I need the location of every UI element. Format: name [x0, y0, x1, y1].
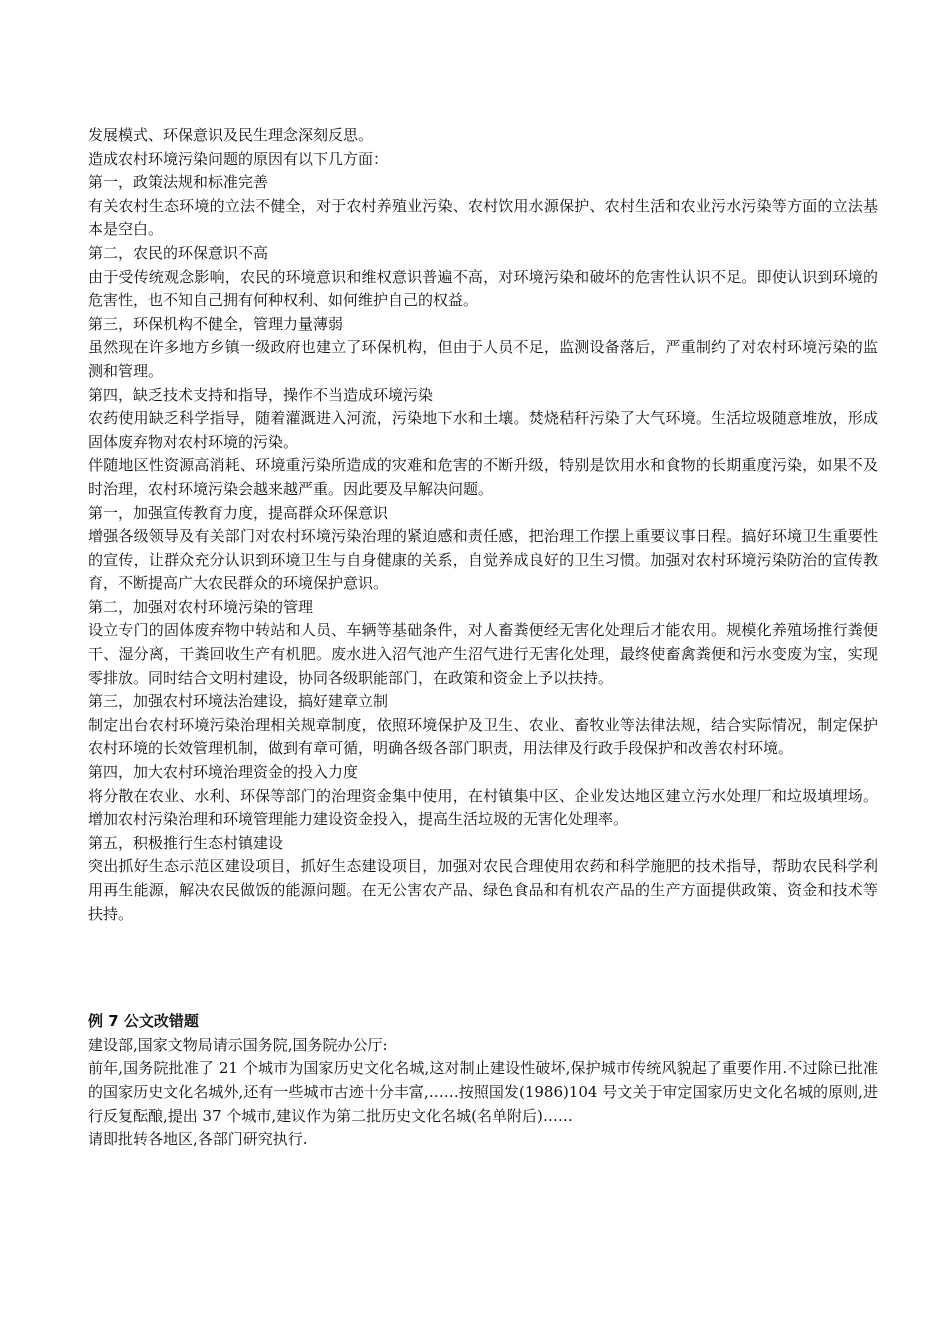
- paragraph: 由于受传统观念影响，农民的环境意识和维权意识普遍不高，对环境污染和破坏的危害性认识不足。即使认识到环境的危害性，也不知自己拥有何种权利、如何维护自己的权益。: [88, 267, 878, 310]
- spacer: [88, 926, 878, 1010]
- paragraph: 制定出台农村环境污染治理相关规章制度，依照环境保护及卫生、农业、畜牧业等法律法规，结合实际情况，制定保护农村环境的长效管理机制，做到有章可循，明确各级各部门职责，用法律及行政手段保护和改善农村环境。: [88, 715, 878, 758]
- section-heading: 第四，加大农村环境治理资金的投入力度: [88, 763, 359, 782]
- paragraph: 农药使用缺乏科学指导，随着灌溉进入河流，污染地下水和土壤。焚烧秸秆污染了大气环境。生活垃圾随意堆放，形成固体废弃物对农村环境的污染。: [88, 409, 878, 451]
- example-title: 例 7 公文改错题: [88, 1012, 199, 1031]
- section-heading: 第四，缺乏技术支持和指导，操作不当造成环境污染: [88, 385, 434, 404]
- paragraph: 有关农村生态环境的立法不健全，对于农村养殖业污染、农村饮用水源保护、农村生活和农业污水污染等方面的立法基本是空白。: [88, 196, 878, 239]
- paragraph: 设立专门的固体废弃物中转站和人员、车辆等基础条件，对人畜粪便经无害化处理后才能农用。规模化养殖场推行粪便干、湿分离，干粪回收生产有机肥。废水进入沼气池产生沼气进行无害化处理，最终使畜禽粪便和污水变废为宝，实现零排放。同时结合文明村建设，协同各级职能部门，在政策和资金上予以扶持。: [88, 621, 878, 687]
- section-heading: 第一，加强宣传教育力度，提高群众环保意识: [88, 503, 389, 522]
- example-line: 建设部,国家文物局请示国务院,国务院办公厅:: [88, 1035, 388, 1054]
- section-heading: 第二，加强对农村环境污染的管理: [88, 597, 314, 616]
- paragraph: 发展模式、环保意识及民生理念深刻反思。: [88, 126, 374, 144]
- paragraph: 增强各级领导及有关部门对农村环境污染治理的紧迫感和责任感，把治理工作摆上重要议事日程。搞好环境卫生重要性的宣传，让群众充分认识到环境卫生与自身健康的关系，自觉养成良好的卫生习惯。加强对农村环境污染防治的宣传教育，不断提高广大农民群众的环境保护意识。: [88, 527, 878, 593]
- paragraph: 造成农村环境污染问题的原因有以下几方面：: [88, 149, 389, 168]
- paragraph: 虽然现在许多地方乡镇一级政府也建立了环保机构，但由于人员不足，监测设备落后，严重制约了对农村环境污染的监测和管理。: [88, 338, 878, 380]
- section-heading: 第三，加强农村环境法治建设，搞好建章立制: [88, 692, 389, 711]
- section-heading: 第三，环保机构不健全，管理力量薄弱: [88, 314, 344, 333]
- section-heading: 第二，农民的环保意识不高: [88, 243, 269, 262]
- section-heading: 第五，积极推行生态村镇建设: [88, 833, 284, 852]
- example-line: 前年,国务院批准了 21 个城市为国家历史文化名城,这对制止建设性破坏,保护城市传统风貌起了重要作用.不过除已批准的国家历史文化名城外,还有一些城市古迹十分丰富,……按照国发(1986)104 号文关于审定国家历史文化名城的原则,进行反复酝酿,提出 37 个城市,建议作为第二批历史文化名城(名单附后)……: [88, 1059, 878, 1125]
- paragraph: 伴随地区性资源高消耗、环境重污染所造成的灾难和危害的不断升级，特别是饮用水和食物的长期重度污染，如果不及时治理，农村环境污染会越来越严重。因此要及早解决问题。: [88, 456, 878, 498]
- paragraph: 将分散在农业、水利、环保等部门的治理资金集中使用，在村镇集中区、企业发达地区建立污水处理厂和垃圾填埋场。增加农村污染治理和环境管理能力建设资金投入，提高生活垃圾的无害化处理率。: [88, 786, 878, 829]
- section-heading: 第一，政策法规和标准完善: [88, 173, 269, 192]
- example-line: 请即批转各地区,各部门研究执行.: [88, 1130, 308, 1149]
- paragraph: 突出抓好生态示范区建设项目，抓好生态建设项目，加强对农民合理使用农药和科学施肥的技术指导，帮助农民科学利用再生能源，解决农民做饭的能源问题。在无公害农产品、绿色食品和有机农产品的生产方面提供政策、资金和技术等扶持。: [88, 857, 878, 923]
- document-page: [88, 124, 878, 1152]
